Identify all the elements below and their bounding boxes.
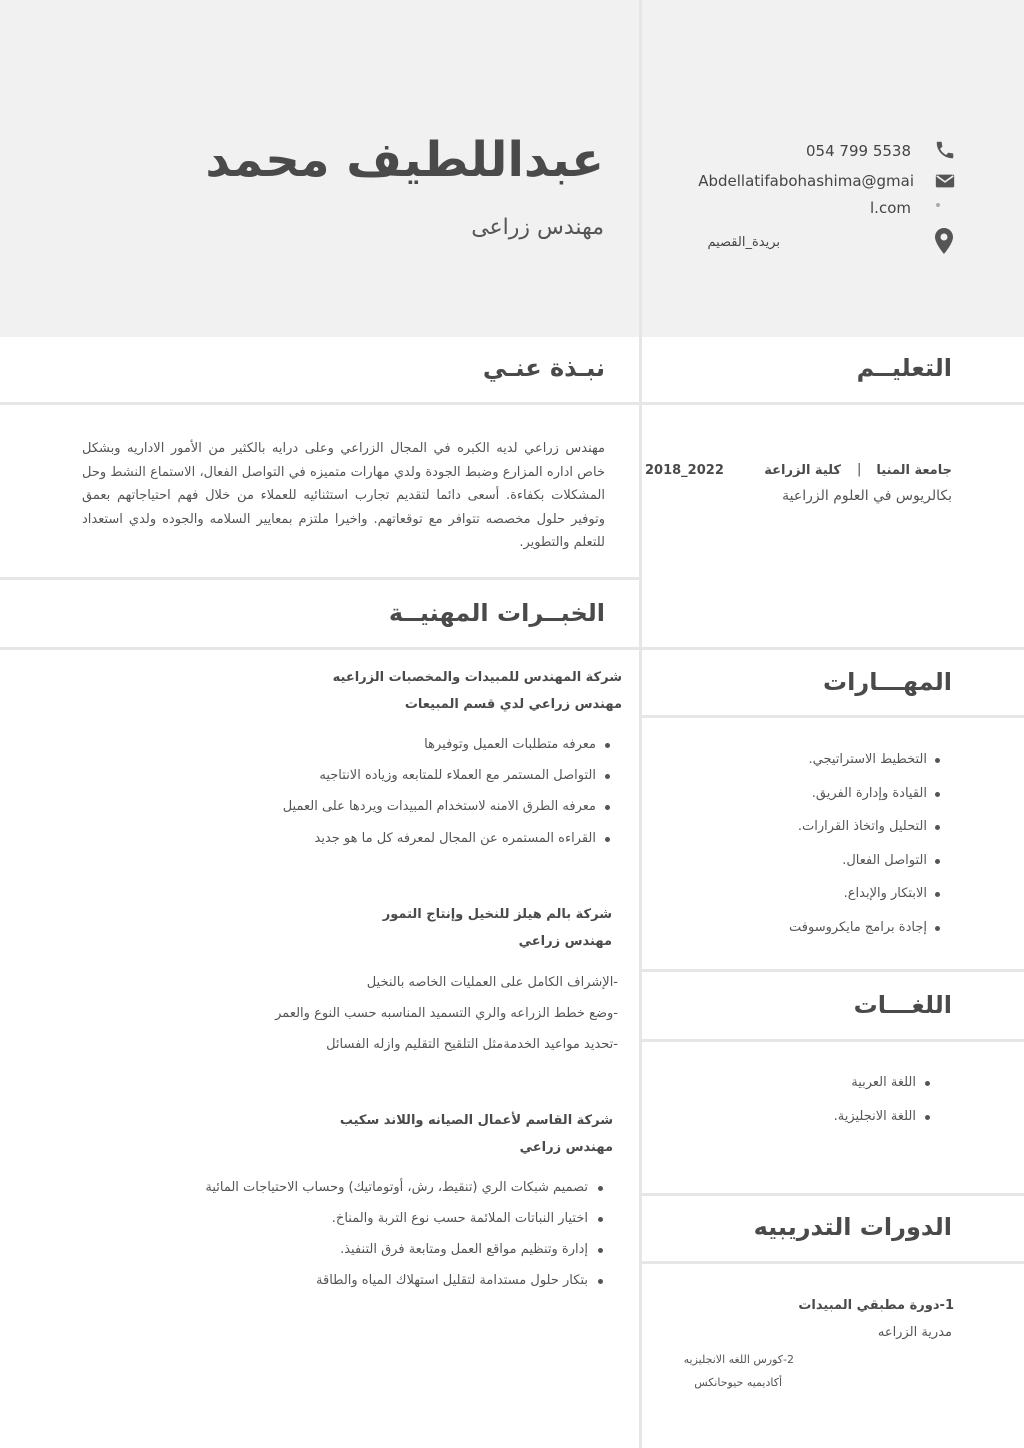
job-2-duty: -تحديد مواعيد الخدمةمثل التلقيح التقليم وازله الفسائل <box>326 1037 618 1052</box>
bullet <box>935 758 940 763</box>
experience-heading: الخبــرات المهنيــة <box>388 599 605 627</box>
job-3-role: مهندس زراعي <box>519 1140 613 1155</box>
divider-languages-bottom <box>642 1193 1024 1196</box>
bullet <box>925 1115 930 1120</box>
envelope-icon <box>934 170 956 192</box>
divider-experience <box>0 647 639 650</box>
job-3-duty: بتكار حلول مستدامة لتقليل استهلاك المياه والطاقة <box>316 1273 588 1288</box>
course-2-title: 2-كورس اللغه الانجليزيه <box>683 1353 794 1366</box>
skills-heading: المهـــارات <box>823 668 952 696</box>
phone-icon <box>934 139 956 161</box>
languages-heading: اللغـــات <box>853 991 952 1019</box>
skill-item: الابتكار والإبداع. <box>843 886 927 901</box>
divider-skills <box>642 715 1024 718</box>
column-divider <box>639 0 642 1448</box>
course-1-title: 1-دورة مطبقي المبيدات <box>798 1298 954 1313</box>
course-2-org: أكاديميه حيوحانكس <box>694 1376 782 1389</box>
education-years: 2018_2022 <box>645 463 724 478</box>
language-item: اللغة الانجليزية. <box>833 1109 916 1124</box>
job-3-duty: اختيار النباتات الملائمة حسب نوع التربة والمناخ. <box>331 1211 588 1226</box>
skill-item: إجادة برامج مايكروسوفت <box>789 920 927 935</box>
job-1-company: شركة المهندس للمبيدات والمخصبات الزراعيه <box>332 670 622 685</box>
divider-languages <box>642 1039 1024 1042</box>
job-1-duty: معرفه الطرق الامنه لاستخدام المبيدات ويردها على العميل <box>282 799 596 814</box>
language-item: اللغة العربية <box>851 1075 916 1090</box>
job-1-duty: التواصل المستمر مع العملاء للمتابعه وزياده الانتاجيه <box>319 768 596 783</box>
about-heading: نبـذة عنـي <box>482 354 605 382</box>
university-name: جامعة المنيا <box>876 463 952 478</box>
bullet <box>598 1217 603 1222</box>
bullet <box>935 892 940 897</box>
skill-item: التواصل الفعال. <box>842 853 927 868</box>
job-2-duty: -الإشراف الكامل على العمليات الخاصه بالنخيل <box>366 975 618 990</box>
bullet <box>605 743 610 748</box>
skill-item: التخطيط الاستراتيجي. <box>808 752 927 767</box>
skill-item: القيادة وإدارة الفريق. <box>811 786 927 801</box>
faculty-name: كلية الزراعة <box>764 463 841 478</box>
job-3-company: شركة القاسم لأعمال الصيانه واللاند سكيب <box>339 1113 613 1128</box>
bullet <box>605 774 610 779</box>
bullet <box>935 825 940 830</box>
job-2-role: مهندس زراعي <box>518 934 612 949</box>
bullet <box>598 1279 603 1284</box>
job-1-duty: معرفه متطلبات العميل وتوفيرها <box>424 737 596 752</box>
divider-education-bottom <box>642 647 1024 650</box>
bullet <box>935 792 940 797</box>
job-3-duty: إدارة وتنظيم مواقع العمل ومتابعة فرق التنفيذ. <box>340 1242 588 1257</box>
job-1-duty: القراءه المستمره عن المجال لمعرفه كل ما هو جديد <box>314 831 596 846</box>
divider-about-education <box>0 402 1024 405</box>
divider-courses <box>642 1261 1024 1264</box>
bullet <box>598 1186 603 1191</box>
degree-name: بكالريوس في العلوم الزراعية <box>782 488 952 504</box>
job-1-role: مهندس زراعي لدي قسم المبيعات <box>404 697 622 712</box>
job-title: مهندس زراعى <box>471 215 604 240</box>
course-1-org: مدرية الزراعه <box>877 1325 952 1340</box>
divider-skills-bottom <box>642 969 1024 972</box>
bullet <box>925 1081 930 1086</box>
phone-number[interactable]: 054 799 5538 <box>806 142 911 160</box>
job-2-duty: -وضع خطط الزراعه والري التسميد المناسبه حسب النوع والعمر <box>275 1006 618 1021</box>
job-2-company: شركة بالم هيلز للنخيل وإنتاج التمور <box>382 907 612 922</box>
skill-item: التحليل واتخاذ القرارات. <box>797 819 927 834</box>
email-line-2[interactable]: l.com <box>870 199 911 217</box>
person-name: عبداللطيف محمد <box>205 132 604 188</box>
bullet <box>598 1248 603 1253</box>
location-text: بريدة_القصيم <box>707 235 780 250</box>
location-pin-icon <box>935 228 953 254</box>
small-dot-icon <box>936 203 940 207</box>
divider-about-bottom <box>0 577 639 580</box>
education-heading: التعليــم <box>856 354 952 382</box>
bullet <box>935 859 940 864</box>
email-line-1[interactable]: Abdellatifabohashima@gmai <box>698 172 914 190</box>
about-text: مهندس زراعي لديه الكبره في المجال الزراعي وعلى درايه بالكثير من الأمور الاداريه وبشكل خاص اداره المزارع وضبط الجودة ولدي مهارات متميزه في التواصل الفعال، الاستماع النشط وحل المشكلات بكفاءة. أسعى دائما لتقديم تجارب استثنائيه للعملاء من خلال فهم احتياجاتهم بعمق وتوفير حلول مخصصه تتوافر مع توقعاتهم. واخيرا ملتزم بمعايير السلامه والجوده ولدي استعداد للتعلم والتطوير. <box>82 441 605 550</box>
education-separator: | <box>857 462 862 477</box>
bullet <box>935 926 940 931</box>
job-3-duty: تصميم شبكات الري (تنقيط، رش، أوتوماتيك) وحساب الاحتياجات المائية <box>205 1180 588 1195</box>
courses-heading: الدورات التدريبيه <box>753 1213 952 1241</box>
bullet <box>605 805 610 810</box>
bullet <box>605 837 610 842</box>
